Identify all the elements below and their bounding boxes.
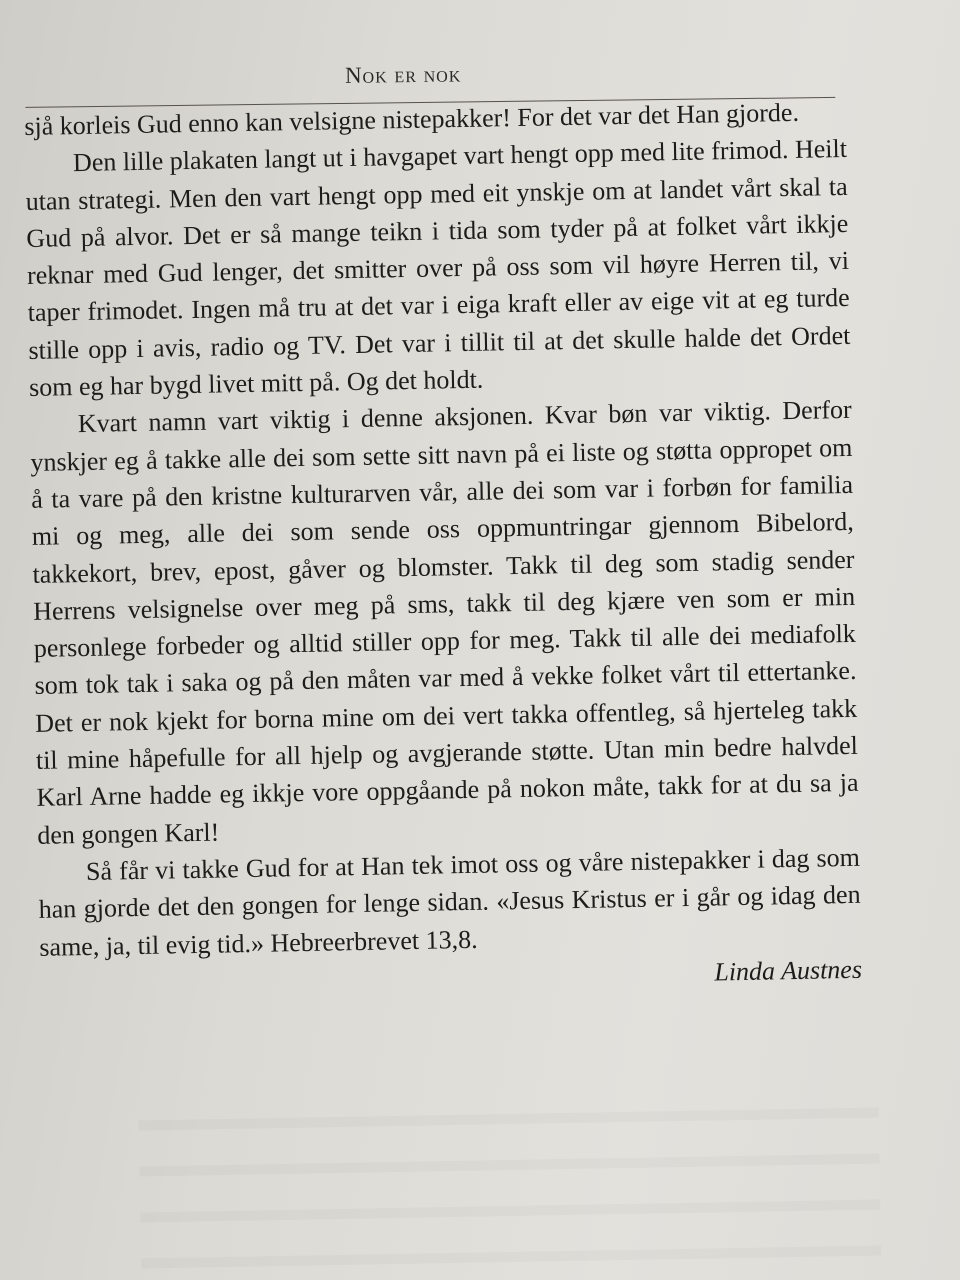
- paragraph: Kvart namn vart viktig i denne aksjonen. Kvar bøn var viktig. Derfor ynskjer eg å takke alle dei som sette sitt navn på ei liste og støtta oppropet om å ta vare på den kristne kulturarven vår, alle dei som var i forbøn for familia mi og meg, alle dei som sende oss oppmuntringar gjennom Bibelord, takkekort, brev, epost, gåver og blomster. Takk til deg som stadig sender Herrens velsignelse over meg på sms, takk til deg kjære ven som er min personlege forbeder og alltid stiller opp for meg. Takk til alle dei mediafolk som tok tak i saka og på den måten var med å vekke folket vårt til ettertanke. Det er nok kjekt for borna mine om dei vert takka offentleg, så hjerteleg takk til mine håpefulle for all hjelp og avgjerande støtte. Utan min bedre halvdel Karl Arne hadde eg ikkje vore oppgåande på nokon måte, takk for at du sa ja den gongen Karl!: [30, 395, 859, 850]
- paragraph: Den lille plakaten langt ut i havgapet vart hengt opp med lite frimod. Heilt utan strategi. Men den vart hengt opp med eit ynskje om at landet vårt skal ta Gud på alvor. Det er så mange teikn i tida som tyder på at folket vårt ikkje reknar med Gud lenger, det smitter over på oss som vil høyre Herren til, vi taper frimodet. Ingen må tru at det var i eiga kraft eller av eige vit at eg turde stille opp i avis, radio og TV. Det var i tillit til at det skulle halde det Ordet som eg har bygd livet mitt på. Og det holdt.: [25, 134, 851, 403]
- author-signature: Linda Austnes: [714, 954, 863, 987]
- paragraph: Så får vi takke Gud for at Han tek imot oss og våre nistepakker i dag som han gjorde det den gongen for lenge sidan. «Jesus Kristus er i går og idag den same, ja, til evig tid.» Hebreerbrevet 13,8.: [38, 842, 861, 962]
- running-title: Nok er nok: [344, 61, 462, 88]
- body-text: [24, 93, 862, 1003]
- page-header: [0, 49, 960, 88]
- paragraph-continuation: sjå korleis Gud enno kan velsigne nistepakker! For det var det Han gjorde.: [24, 97, 800, 141]
- show-through-lines: [138, 1094, 881, 1280]
